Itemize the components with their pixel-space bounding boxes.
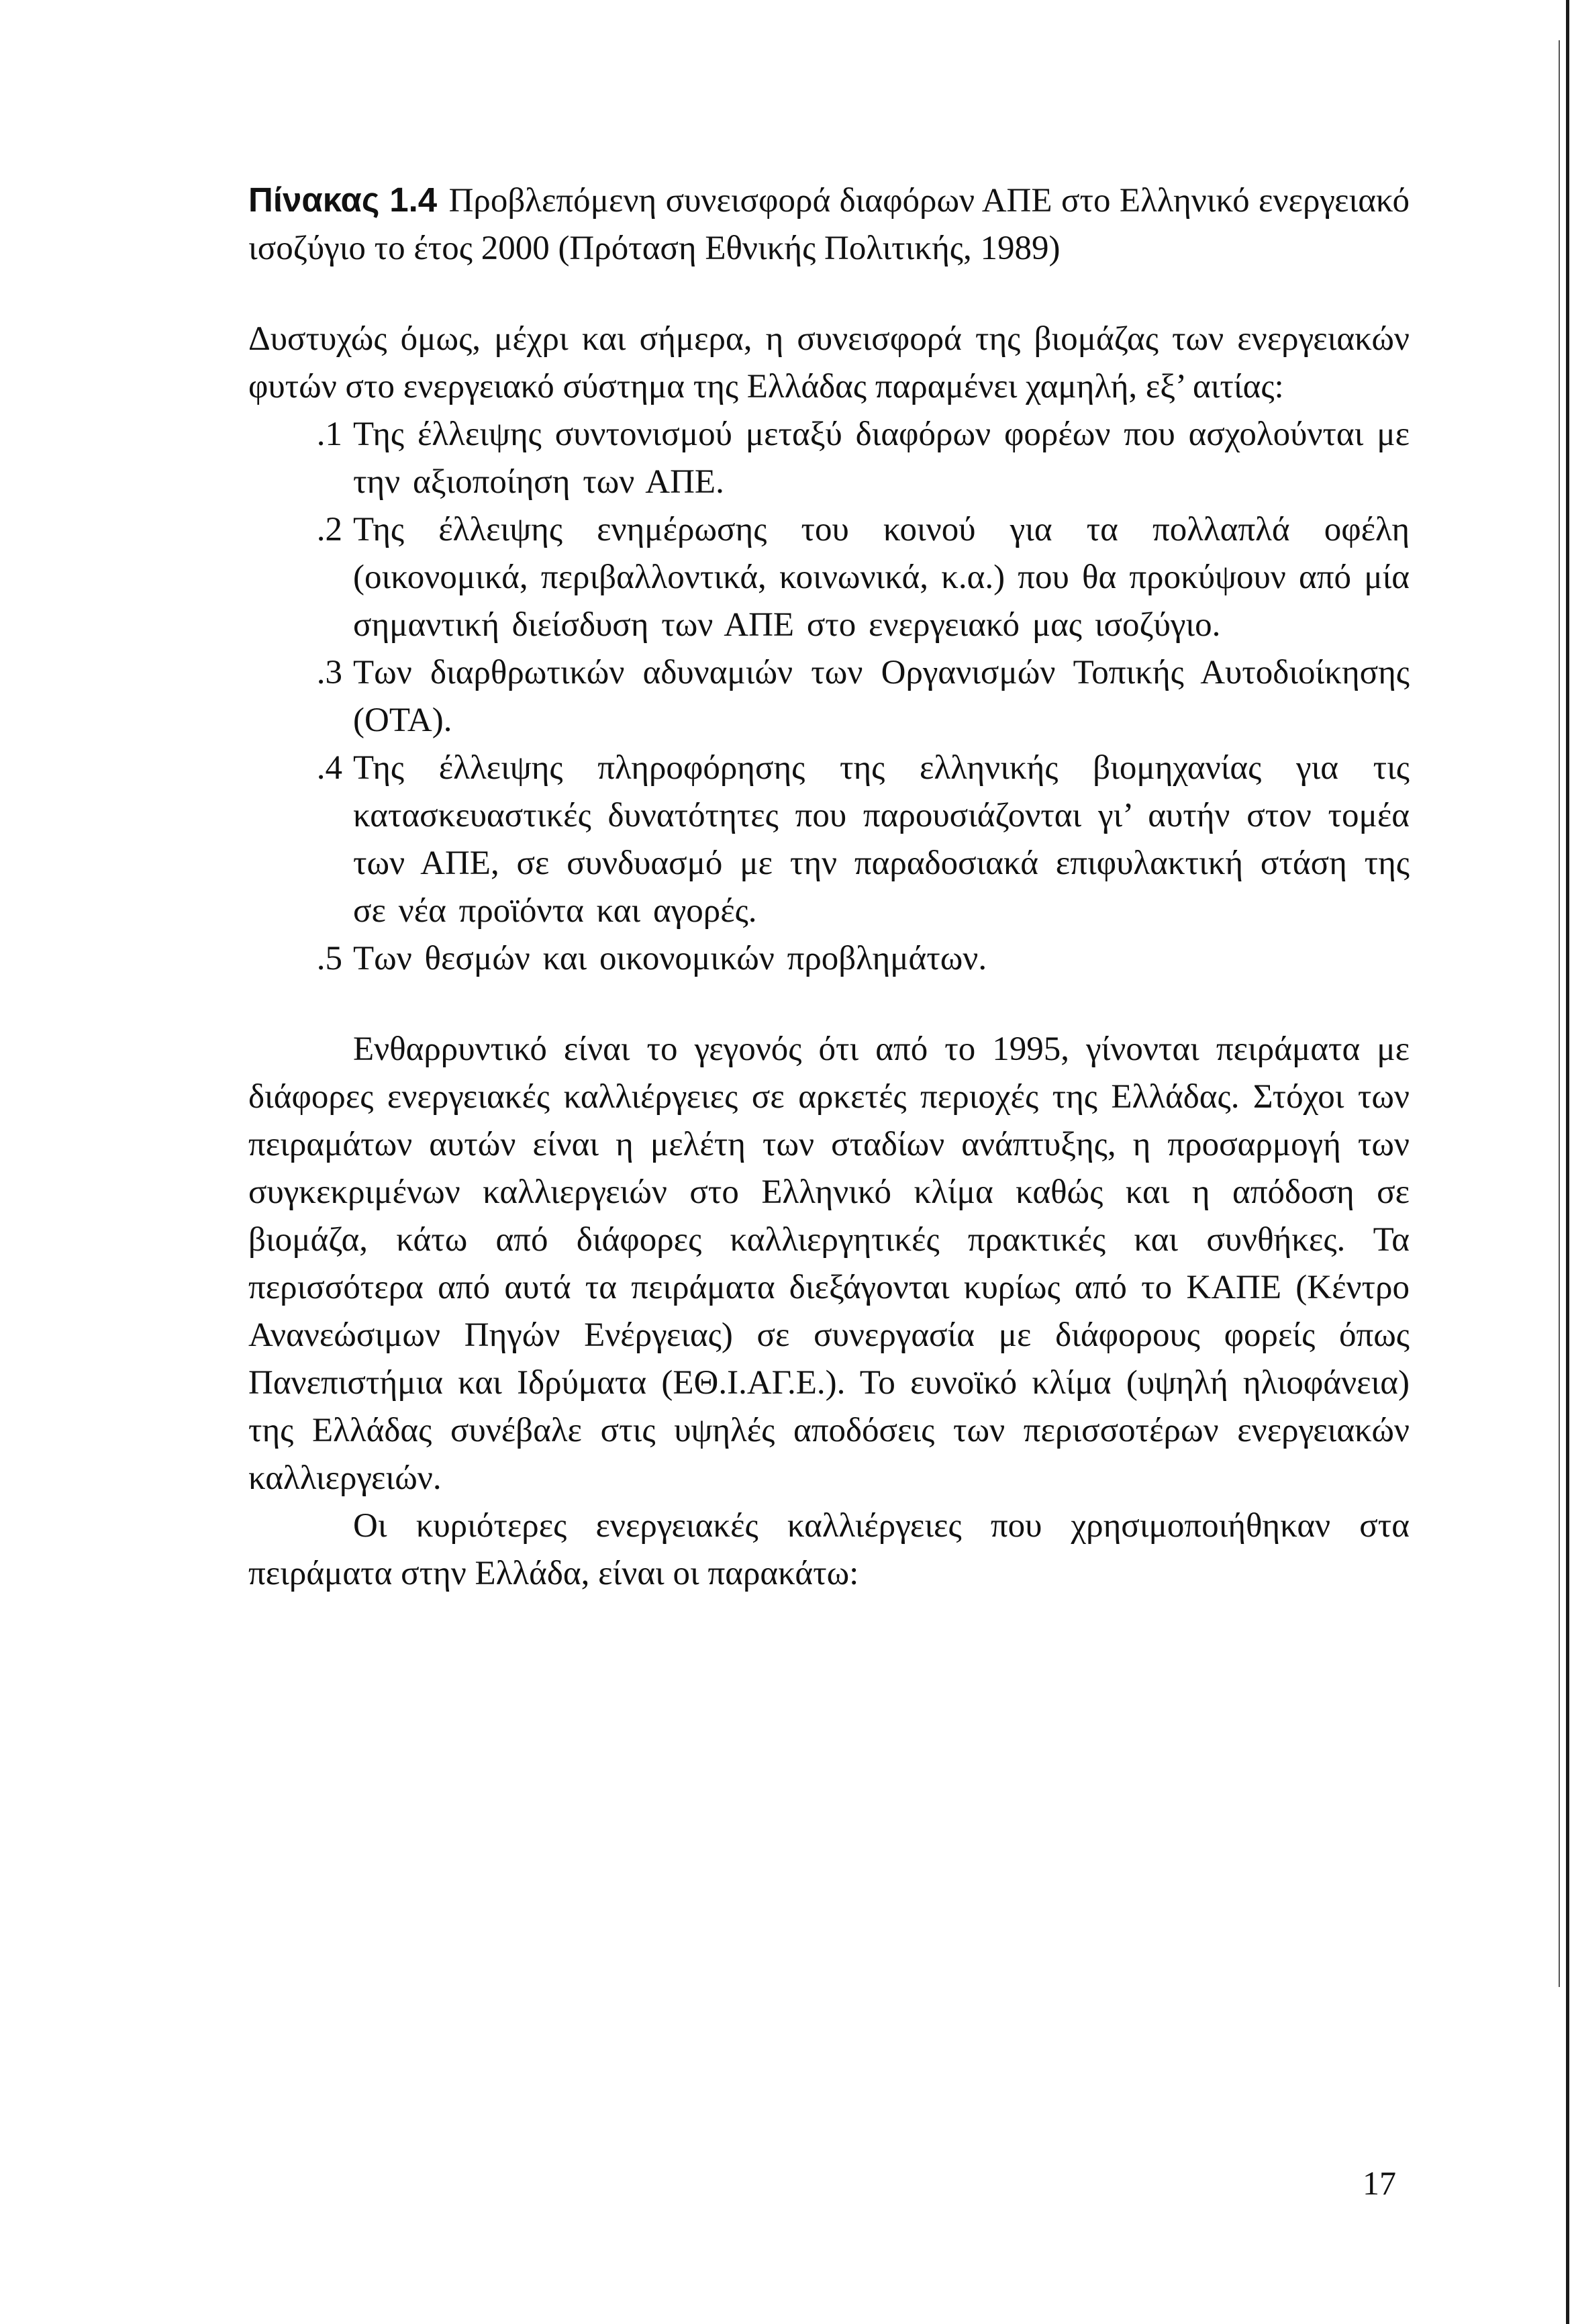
list-item-text: Των διαρθρωτικών αδυναμιών των Οργανισμών Τοπικής Αυτοδιοίκησης (ΟΤΑ).	[353, 654, 1410, 739]
list-item-text: Των θεσμών και οικονομικών προβλημάτων.	[353, 940, 987, 977]
list-item-text: Της έλλειψης πληροφόρησης της ελληνικής βιομηχανίας για τις κατασκευαστικές δυνατότητες που παρουσιάζονται γι’ αυτήν στον τομέα των ΑΠΕ, σε συνδυασμό με την παραδοσιακά επιφυλακτική στάση της σε νέα προϊόντα και αγορές.	[353, 749, 1410, 930]
list-item: 5. Των θεσμών και οικονομικών προβλημάτων.	[316, 940, 987, 977]
list-item: 3. Των διαρθρωτικών αδυναμιών των Οργανισμών Τοπικής Αυτοδιοίκησης (ΟΤΑ).	[316, 654, 1410, 739]
intro-paragraph: Δυστυχώς όμως, μέχρι και σήμερα, η συνεισφορά της βιομάζας των ενεργειακών φυτών στο ενεργειακό σύστημα της Ελλάδας παραμένει χαμηλή, εξ’ αιτίας:	[248, 320, 1410, 405]
list-item: 1. Της έλλειψης συντονισμού μεταξύ διαφόρων φορέων που ασχολούνται με την αξιοποίηση των ΑΠΕ.	[316, 416, 1410, 501]
list-item: 4. Της έλλειψης πληροφόρησης της ελληνικής βιομηχανίας για τις κατασκευαστικές δυνατότητες που παρουσιάζονται γι’ αυτήν στον τομέα των ΑΠΕ, σε συνδυασμό με την παραδοσιακά επιφυλακτική στάση της σε νέα προϊόντα και αγορές.	[316, 749, 1410, 930]
caption-text: Προβλεπόμενη συνεισφορά διαφόρων ΑΠΕ στο Ελληνικό ενεργειακό ισοζύγιο το έτος 2000 (Πρόταση Εθνικής Πολιτικής, 1989)	[248, 182, 1410, 267]
caption-label: Πίνακας 1.4	[248, 181, 438, 219]
scan-edge-line-inner	[1559, 40, 1560, 1987]
body-paragraph-crops: Οι κυριότερες ενεργειακές καλλιέργειες που χρησιμοποιήθηκαν στα πειράματα στην Ελλάδα, είναι οι παρακάτω:	[248, 1507, 1410, 1592]
list-item: 2. Της έλλειψης ενημέρωσης του κοινού για τα πολλαπλά οφέλη (οικονομικά, περιβαλλοντικά, κοινωνικά, κ.α.) που θα προκύψουν από μία σημαντική διείσδυση των ΑΠΕ στο ενεργειακό μας ισοζύγιο.	[316, 511, 1410, 644]
page-number: 17	[1363, 2164, 1396, 2202]
causes-list	[248, 411, 1410, 983]
page-content	[248, 176, 1410, 1598]
body-paragraph-experiments: Ενθαρρυντικό είναι το γεγονός ότι από το 1995, γίνονται πειράματα με διάφορες ενεργειακές καλλιέργειες σε αρκετές περιοχές της Ελλάδας. Στόχοι των πειραμάτων αυτών είναι η μελέτη των σταδίων ανάπτυξης, η προσαρμογή των συγκεκριμένων καλλιεργειών στο Ελληνικό κλίμα καθώς και η απόδοση σε βιομάζα, κάτω από διάφορες καλλιεργητικές πρακτικές και συνθήκες. Τα περισσότερα από αυτά τα πειράματα διεξάγονται κυρίως από το ΚΑΠΕ (Κέντρο Ανανεώσιμων Πηγών Ενέργειας) σε συνεργασία με διάφορους φορείς όπως Πανεπιστήμια και Ιδρύματα (ΕΘ.Ι.ΑΓ.Ε.). Το ευνοϊκό κλίμα (υψηλή ηλιοφάνεια) της Ελλάδας συνέβαλε στις υψηλές αποδόσεις των περισσοτέρων ενεργειακών καλλιεργειών.	[248, 1030, 1410, 1497]
list-item-text: Της έλλειψης ενημέρωσης του κοινού για τα πολλαπλά οφέλη (οικονομικά, περιβαλλοντικά, κοινωνικά, κ.α.) που θα προκύψουν από μία σημαντική διείσδυση των ΑΠΕ στο ενεργειακό μας ισοζύγιο.	[353, 511, 1410, 644]
table-caption	[248, 176, 1410, 273]
scan-edge-line	[1566, 0, 1569, 2324]
list-item-text: Της έλλειψης συντονισμού μεταξύ διαφόρων φορέων που ασχολούνται με την αξιοποίηση των ΑΠΕ.	[353, 416, 1410, 501]
